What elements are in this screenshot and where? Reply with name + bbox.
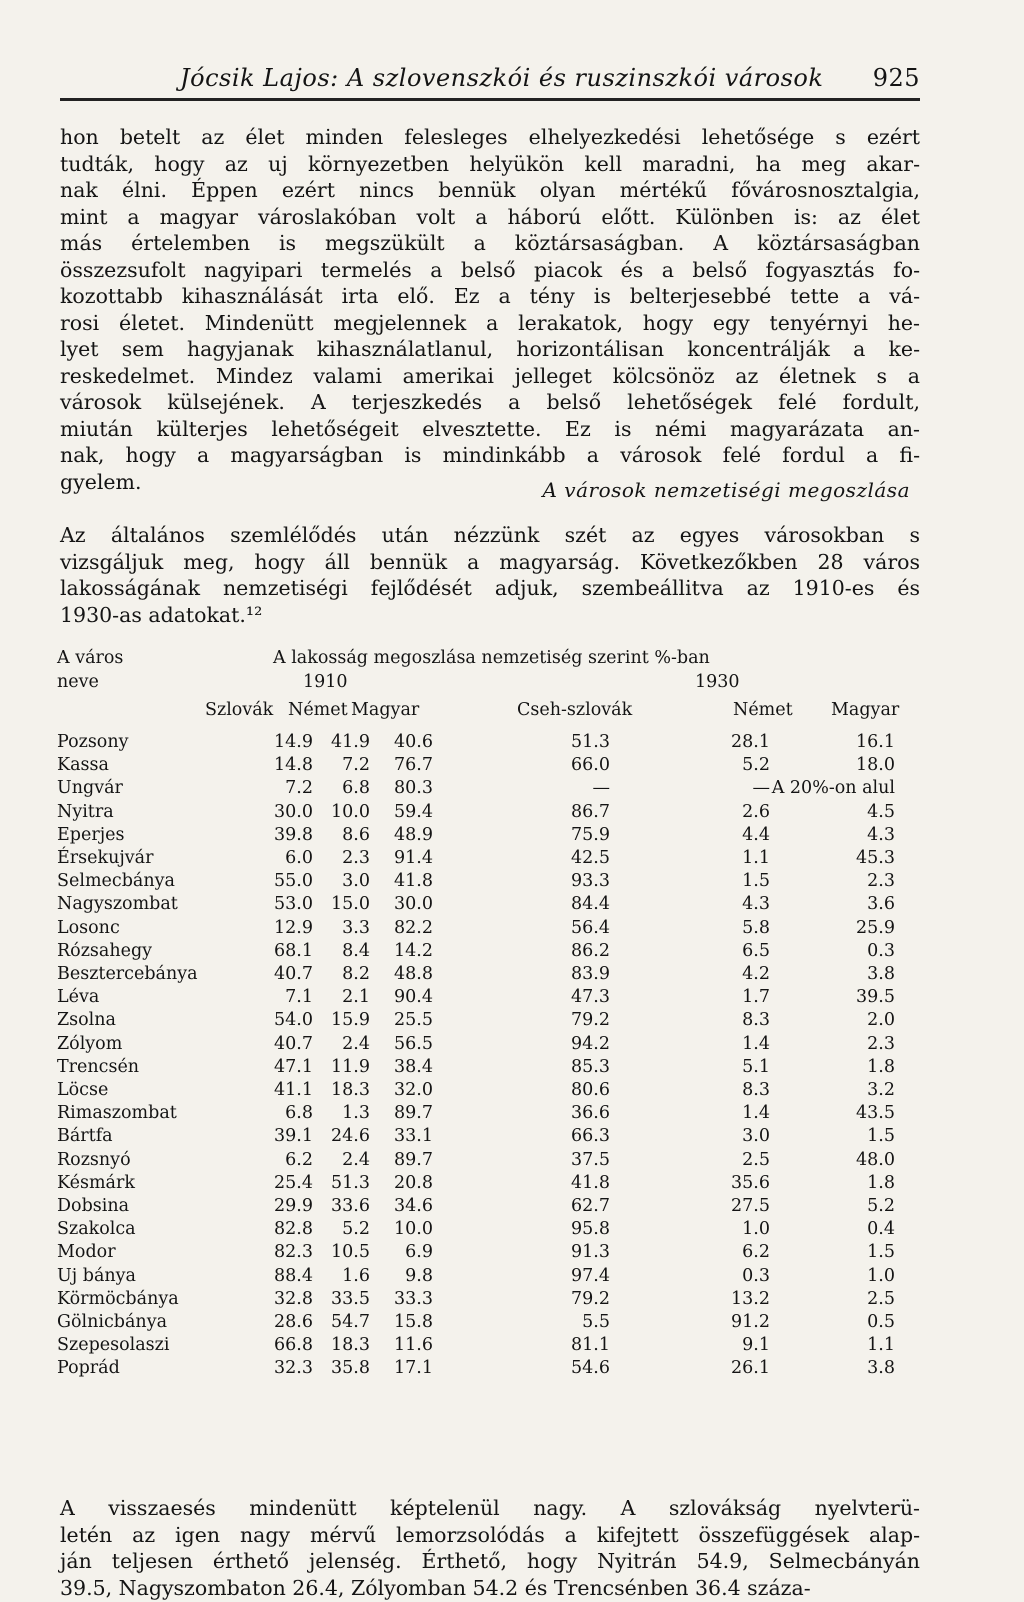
city-name: Ungvár	[57, 778, 123, 799]
city-name: Poprád	[57, 1358, 120, 1379]
value-cell: 6.8	[342, 778, 370, 799]
value-cell: 80.3	[394, 778, 433, 799]
value-cell: 37.5	[571, 1149, 610, 1170]
value-cell: 1.5	[867, 1126, 895, 1147]
city-name: Szepesolaszi	[57, 1335, 170, 1356]
table-row	[55, 894, 925, 918]
value-cell: 1.0	[742, 1219, 770, 1240]
value-cell: 18.3	[331, 1335, 370, 1356]
value-cell: 39.1	[274, 1126, 313, 1147]
value-cell: 10.0	[331, 801, 370, 822]
value-cell: 45.3	[856, 848, 895, 868]
value-cell: 89.7	[394, 1103, 433, 1124]
value-cell: 14.2	[394, 940, 433, 961]
value-cell: 3.8	[867, 1358, 895, 1379]
value-cell: 4.2	[742, 964, 770, 984]
city-name: Szakolca	[57, 1219, 136, 1240]
table-row	[55, 1242, 925, 1266]
value-cell: 2.5	[742, 1149, 770, 1170]
value-cell: 8.6	[342, 824, 370, 845]
value-cell: 0.4	[867, 1219, 895, 1240]
value-cell: 1.8	[867, 1056, 895, 1077]
value-cell: 29.9	[274, 1196, 313, 1216]
city-name: Zsolna	[57, 1010, 116, 1031]
value-cell: 6.9	[405, 1242, 433, 1263]
value-cell: 28.6	[274, 1312, 313, 1332]
page-number: 925	[872, 64, 920, 92]
value-cell: 51.3	[571, 732, 610, 752]
text-line: ján teljesen érthető jelenség. Érthető, hogy Nyitrán 54.9, Selmecbányán	[60, 1549, 920, 1573]
value-cell: 68.1	[274, 940, 313, 961]
value-cell: 33.5	[331, 1288, 370, 1309]
value-cell: 1.1	[867, 1335, 895, 1356]
city-name: Trencsén	[57, 1056, 140, 1077]
value-cell: 66.0	[571, 755, 610, 776]
value-cell: 2.4	[342, 1149, 370, 1170]
table-row	[55, 1150, 925, 1174]
value-cell: 79.2	[571, 1010, 610, 1031]
city-name: Uj bánya	[57, 1265, 136, 1286]
value-cell: 6.2	[285, 1149, 313, 1170]
value-cell: 40.7	[274, 964, 313, 984]
value-cell: 9.1	[742, 1335, 770, 1356]
value-cell: 89.7	[394, 1149, 433, 1170]
value-cell: 80.6	[571, 1080, 610, 1100]
paragraph-1	[60, 124, 920, 495]
value-cell: —	[752, 778, 770, 799]
value-cell: 5.8	[742, 917, 770, 938]
value-cell: 1.5	[742, 871, 770, 892]
table-row	[55, 802, 925, 826]
text-line: A visszaesés mindenütt képtelenül nagy. A szlovákság nyelvterü-	[60, 1496, 920, 1520]
value-cell: 1.3	[342, 1103, 370, 1124]
value-cell: 8.3	[742, 1010, 770, 1031]
paragraph-2	[60, 522, 920, 628]
value-cell: 16.1	[856, 732, 895, 752]
text-line: gyelem.	[60, 469, 142, 494]
column-header: Magyar	[351, 700, 420, 720]
text-line: 39.5, Nagyszombaton 26.4, Zólyomban 54.2 és Trencsénben 36.4 száza-	[60, 1575, 811, 1600]
year-1910-header: 1910	[303, 672, 348, 692]
value-cell: 66.3	[571, 1126, 610, 1147]
value-cell: 41.1	[274, 1080, 313, 1100]
value-cell: 7.2	[342, 755, 370, 776]
value-cell: 82.8	[274, 1219, 313, 1240]
group-header: A lakosság megoszlása nemzetiség szerint %-ban	[273, 648, 710, 668]
city-name: Gölnicbánya	[57, 1312, 168, 1332]
value-cell: 4.5	[867, 801, 895, 822]
value-cell: 5.2	[342, 1219, 370, 1240]
value-cell: 2.3	[867, 1033, 895, 1054]
value-cell: A 20%-on alul	[771, 778, 895, 799]
value-cell: 3.3	[342, 917, 370, 938]
value-cell: 30.0	[394, 894, 433, 915]
value-cell: 35.6	[731, 1172, 770, 1193]
value-cell: 3.0	[742, 1126, 770, 1147]
value-cell: 10.0	[394, 1219, 433, 1240]
value-cell: 17.1	[394, 1358, 433, 1379]
value-cell: 11.6	[394, 1335, 433, 1356]
value-cell: 1.4	[742, 1103, 770, 1124]
value-cell: 4.4	[742, 824, 770, 845]
value-cell: 51.3	[331, 1172, 370, 1193]
value-cell: 8.4	[342, 940, 370, 961]
text-line: lakosságának nemzetiségi fejlődését adjuk, szembeállitva az 1910-es és	[60, 576, 920, 600]
value-cell: 1.4	[742, 1033, 770, 1054]
value-cell: 2.1	[342, 987, 370, 1008]
value-cell: 93.3	[571, 871, 610, 892]
city-name: Bártfa	[57, 1126, 113, 1147]
value-cell: 40.7	[274, 1033, 313, 1054]
city-name: Léva	[57, 987, 100, 1008]
value-cell: 9.8	[405, 1265, 433, 1286]
table-row	[55, 964, 925, 988]
value-cell: 48.0	[856, 1149, 895, 1170]
value-cell: 54.7	[331, 1312, 370, 1332]
value-cell: 0.5	[867, 1312, 895, 1332]
column-header: Német	[288, 700, 348, 720]
value-cell: 27.5	[731, 1196, 770, 1216]
value-cell: 18.0	[856, 755, 895, 776]
table-row	[55, 755, 925, 779]
table-row	[55, 1312, 925, 1336]
value-cell: 3.8	[867, 964, 895, 984]
running-head-title: Jócsik Lajos: A szlovenszkói és ruszinszkói városok	[180, 64, 824, 92]
value-cell: 6.0	[285, 848, 313, 868]
text-line: tudták, hogy az uj környezetben helyükön kell maradni, ha meg akar-	[60, 151, 920, 176]
value-cell: 47.1	[274, 1056, 313, 1077]
city-name: Kassa	[57, 755, 109, 776]
paragraph-3	[60, 1495, 920, 1601]
value-cell: 40.6	[394, 732, 433, 752]
section-title: A városok nemzetiségi megoszlása	[542, 478, 910, 502]
value-cell: 4.3	[742, 894, 770, 915]
city-name: Rimaszombat	[57, 1103, 177, 1124]
col-city-header-1: A város	[57, 648, 124, 668]
table-row	[55, 825, 925, 849]
value-cell: 41.9	[331, 732, 370, 752]
table-row	[55, 941, 925, 965]
table-row	[55, 848, 925, 872]
value-cell: 24.6	[331, 1126, 370, 1147]
value-cell: 34.6	[394, 1196, 433, 1216]
value-cell: 6.8	[285, 1103, 313, 1124]
value-cell: 1.8	[867, 1172, 895, 1193]
value-cell: 32.3	[274, 1358, 313, 1379]
value-cell: 6.2	[742, 1242, 770, 1263]
value-cell: 48.9	[394, 824, 433, 845]
value-cell: 11.9	[331, 1056, 370, 1077]
value-cell: 5.5	[582, 1312, 610, 1332]
value-cell: 82.2	[394, 917, 433, 938]
text-line: Az általános szemlélődés után nézzünk szét az egyes városokban s	[60, 523, 920, 547]
value-cell: 62.7	[571, 1196, 610, 1216]
value-cell: 0.3	[867, 940, 895, 961]
value-cell: 86.2	[571, 940, 610, 961]
value-cell: 2.4	[342, 1033, 370, 1054]
city-name: Selmecbánya	[57, 871, 175, 892]
city-name: Dobsina	[57, 1196, 130, 1216]
table-row	[55, 987, 925, 1011]
year-1930-header: 1930	[695, 672, 740, 692]
value-cell: 47.3	[571, 987, 610, 1008]
column-header: Német	[733, 700, 793, 720]
value-cell: 33.3	[394, 1288, 433, 1309]
value-cell: 42.5	[571, 848, 610, 868]
text-line: városok külsejének. A terjeszkedés a belső lehetőségek felé fordult,	[60, 390, 920, 414]
value-cell: 3.2	[867, 1080, 895, 1100]
value-cell: 55.0	[274, 871, 313, 892]
table-row	[55, 871, 925, 895]
value-cell: 33.1	[394, 1126, 433, 1147]
value-cell: 15.9	[331, 1010, 370, 1031]
value-cell: 91.4	[394, 848, 433, 868]
city-name: Rózsahegy	[57, 940, 153, 961]
text-line: nak, hogy a magyarságban is mindinkább a városok felé fordul a fi-	[60, 443, 920, 467]
value-cell: 32.0	[394, 1080, 433, 1100]
text-line: hon betelt az élet minden felesleges elhelyezkedési lehetősége s ezért	[60, 125, 920, 149]
text-line: letén az igen nagy mérvű lemorzsolódás a kifejtett összefüggések alap-	[60, 1522, 920, 1547]
table-row	[55, 1219, 925, 1243]
value-cell: 76.7	[394, 755, 433, 776]
table-row	[55, 1335, 925, 1359]
value-cell: 43.5	[856, 1103, 895, 1124]
value-cell: 8.3	[742, 1080, 770, 1100]
value-cell: 75.9	[571, 824, 610, 845]
table-row	[55, 1196, 925, 1220]
value-cell: 25.9	[856, 917, 895, 938]
value-cell: 90.4	[394, 987, 433, 1008]
value-cell: 18.3	[331, 1080, 370, 1100]
value-cell: 14.8	[274, 755, 313, 776]
city-name: Rozsnyó	[57, 1149, 131, 1170]
value-cell: 25.5	[394, 1010, 433, 1031]
value-cell: 66.8	[274, 1335, 313, 1356]
value-cell: 5.1	[742, 1056, 770, 1077]
city-name: Késmárk	[57, 1172, 135, 1193]
value-cell: 81.1	[571, 1335, 610, 1356]
value-cell: 97.4	[571, 1265, 610, 1286]
value-cell: 12.9	[274, 917, 313, 938]
city-name: Losonc	[57, 917, 120, 938]
city-name: Zólyom	[57, 1033, 123, 1054]
value-cell: 1.6	[342, 1265, 370, 1286]
value-cell: 2.0	[867, 1010, 895, 1031]
value-cell: 15.0	[331, 894, 370, 915]
table-row	[55, 1034, 925, 1058]
value-cell: 5.2	[742, 755, 770, 776]
value-cell: 38.4	[394, 1056, 433, 1077]
value-cell: 1.5	[867, 1242, 895, 1263]
value-cell: 2.6	[742, 801, 770, 822]
table-row	[55, 1010, 925, 1034]
text-line: mint a magyar városlakóban volt a háború előtt. Különben is: az élet	[60, 204, 920, 229]
value-cell: 2.3	[342, 848, 370, 868]
value-cell: 7.1	[285, 987, 313, 1008]
city-name: Nyitra	[57, 801, 114, 822]
table-row	[55, 1289, 925, 1313]
city-name: Eperjes	[57, 824, 125, 845]
col-city-header-2: neve	[57, 672, 99, 692]
value-cell: 91.2	[731, 1312, 770, 1332]
text-line: rosi életet. Mindenütt megjelennek a lerakatok, hogy egy tenyérnyi he-	[60, 310, 920, 335]
value-cell: 88.4	[274, 1265, 313, 1286]
value-cell: 8.2	[342, 964, 370, 984]
city-name: Körmöcbánya	[57, 1288, 179, 1309]
value-cell: 20.8	[394, 1172, 433, 1193]
table-row	[55, 918, 925, 942]
value-cell: 14.9	[274, 732, 313, 752]
value-cell: 33.6	[331, 1196, 370, 1216]
value-cell: 53.0	[274, 894, 313, 915]
table-row	[55, 1126, 925, 1150]
value-cell: 1.0	[867, 1265, 895, 1286]
column-header: Szlovák	[205, 700, 274, 720]
value-cell: 86.7	[571, 801, 610, 822]
value-cell: 25.4	[274, 1172, 313, 1193]
value-cell: 10.5	[331, 1242, 370, 1263]
text-line: vizsgáljuk meg, hogy áll bennük a magyarság. Következőkben 28 város	[60, 549, 920, 574]
value-cell: 2.3	[867, 871, 895, 892]
text-line: más értelemben is megszükült a köztársaságban. A köztársaságban	[60, 231, 920, 255]
value-cell: 4.3	[867, 824, 895, 845]
value-cell: —	[592, 778, 610, 799]
text-line: 1930-as adatokat.¹²	[60, 602, 263, 627]
value-cell: 79.2	[571, 1288, 610, 1309]
city-name: Besztercebánya	[57, 964, 198, 984]
value-cell: 39.5	[856, 987, 895, 1008]
value-cell: 26.1	[731, 1358, 770, 1379]
value-cell: 41.8	[571, 1172, 610, 1193]
value-cell: 95.8	[571, 1219, 610, 1240]
value-cell: 36.6	[571, 1103, 610, 1124]
value-cell: 94.2	[571, 1033, 610, 1054]
city-name: Nagyszombat	[57, 894, 178, 915]
table-row	[55, 1173, 925, 1197]
city-name: Érsekujvár	[57, 848, 154, 868]
column-header: Magyar	[831, 700, 900, 720]
value-cell: 1.1	[742, 848, 770, 868]
text-line: reskedelmet. Mindez valami amerikai jelleget kölcsönöz az életnek s a	[60, 363, 920, 388]
value-cell: 56.5	[394, 1033, 433, 1054]
column-header: Cseh-szlovák	[517, 700, 633, 720]
value-cell: 35.8	[331, 1358, 370, 1379]
text-line: miután külterjes lehetőségeit elvesztette. Ez is némi magyarázata an-	[60, 416, 920, 441]
value-cell: 54.6	[571, 1358, 610, 1379]
value-cell: 7.2	[285, 778, 313, 799]
value-cell: 56.4	[571, 917, 610, 938]
value-cell: 0.3	[742, 1265, 770, 1286]
value-cell: 85.3	[571, 1056, 610, 1077]
text-line: lyet sem hagyjanak kihasználatlanul, horizontálisan koncentrálják a ke-	[60, 337, 920, 361]
text-line: kozottabb kihasználását irta elő. Ez a tény is belterjesebbé tette a vá-	[60, 284, 920, 308]
value-cell: 91.3	[571, 1242, 610, 1263]
table-row	[55, 1266, 925, 1290]
city-name: Modor	[57, 1242, 116, 1263]
value-cell: 28.1	[731, 732, 770, 752]
city-name: Löcse	[57, 1080, 109, 1100]
value-cell: 3.6	[867, 894, 895, 915]
value-cell: 5.2	[867, 1196, 895, 1216]
value-cell: 32.8	[274, 1288, 313, 1309]
value-cell: 83.9	[571, 964, 610, 984]
value-cell: 2.5	[867, 1288, 895, 1309]
value-cell: 1.7	[742, 987, 770, 1008]
table-row	[55, 1103, 925, 1127]
value-cell: 48.8	[394, 964, 433, 984]
text-line: nak élni. Éppen ezért nincs bennük olyan mértékű fővárosnosztalgia,	[60, 178, 920, 202]
value-cell: 41.8	[394, 871, 433, 892]
value-cell: 54.0	[274, 1010, 313, 1031]
text-line: összezsufolt nagyipari termelés a belső piacok és a belső fogyasztás fo-	[60, 257, 920, 282]
value-cell: 30.0	[274, 801, 313, 822]
value-cell: 82.3	[274, 1242, 313, 1263]
table-row	[55, 1080, 925, 1104]
table-row	[55, 732, 925, 756]
value-cell: 15.8	[394, 1312, 433, 1332]
running-head	[60, 64, 920, 101]
value-cell: 59.4	[394, 801, 433, 822]
value-cell: 3.0	[342, 871, 370, 892]
value-cell: 84.4	[571, 894, 610, 915]
table-row	[55, 1358, 925, 1382]
value-cell: 39.8	[274, 824, 313, 845]
value-cell: 6.5	[742, 940, 770, 961]
table-row	[55, 778, 925, 802]
value-cell: 13.2	[731, 1288, 770, 1309]
city-name: Pozsony	[57, 732, 129, 752]
table-row	[55, 1057, 925, 1081]
